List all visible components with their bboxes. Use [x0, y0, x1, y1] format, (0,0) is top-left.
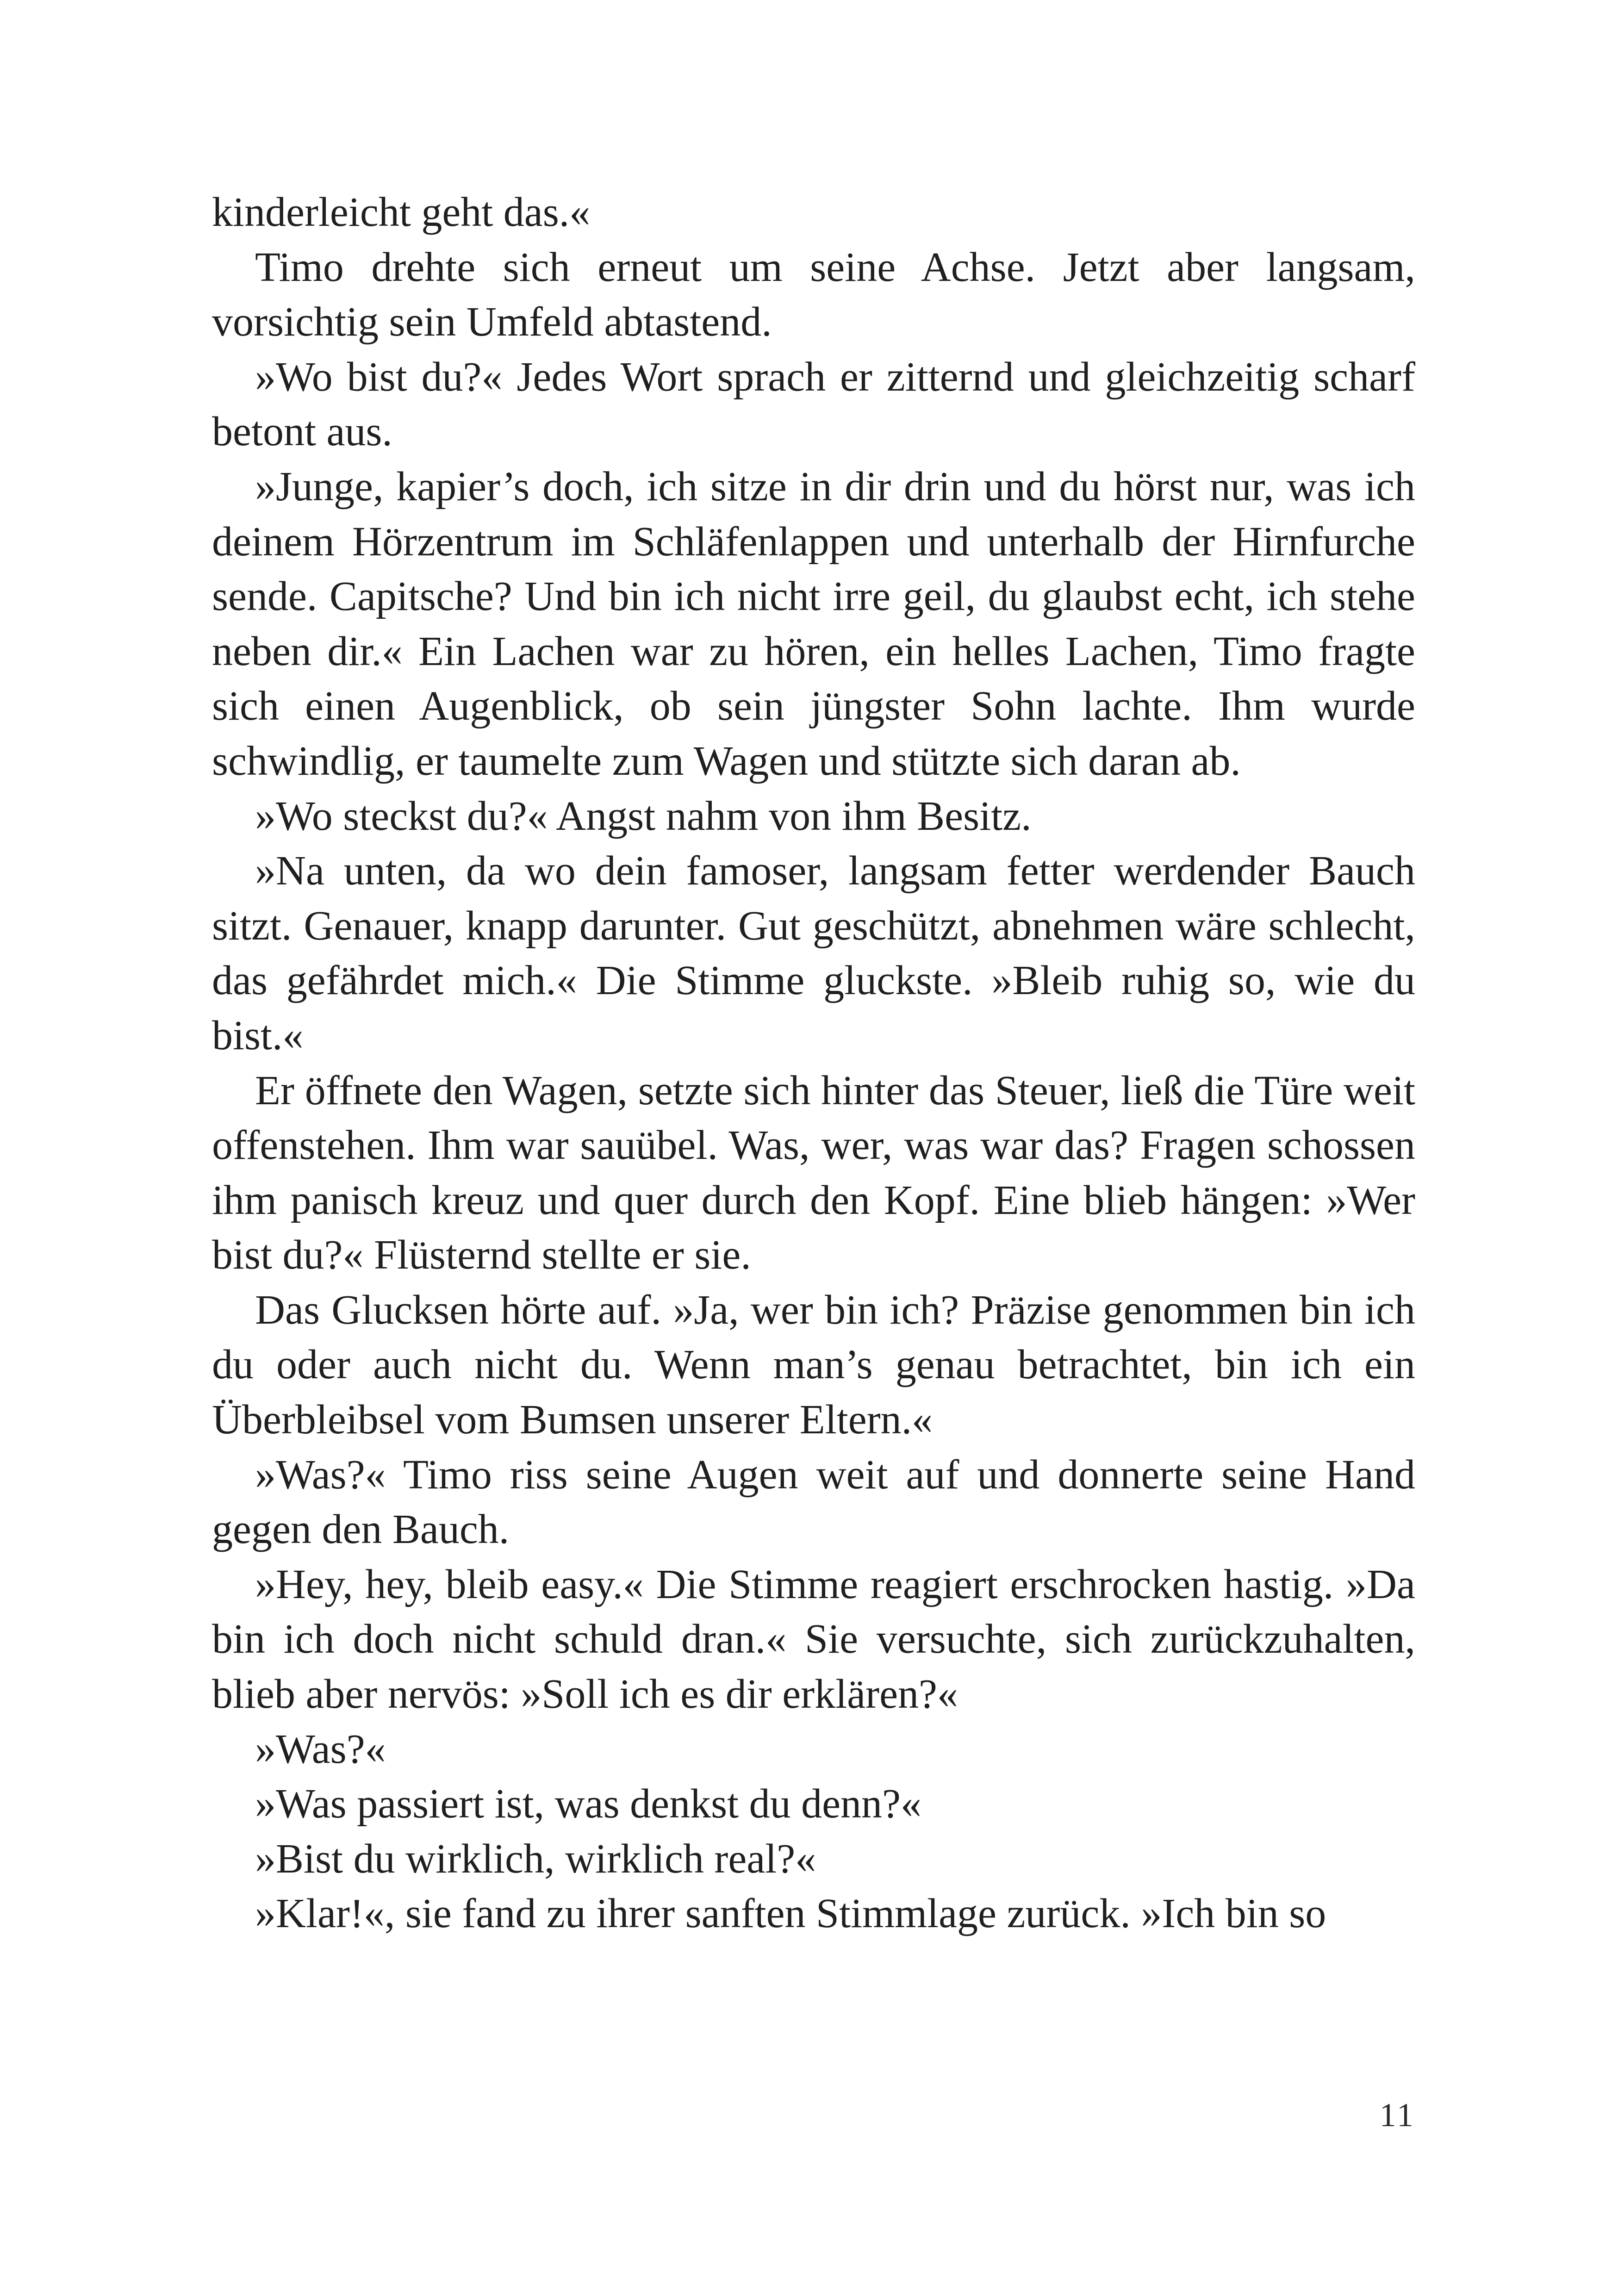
paragraph: »Wo steckst du?« Angst nahm von ihm Besitz.	[255, 793, 1032, 839]
paragraph: »Bist du wirklich, wirklich real?«	[255, 1836, 816, 1882]
paragraph: Timo drehte sich erneut um seine Achse. Jetzt aber langsam, vorsichtig sein Umfeld abtastend.	[212, 244, 1415, 345]
paragraph: »Was?«	[255, 1726, 386, 1772]
paragraph: »Hey, hey, bleib easy.« Die Stimme reagiert erschrocken hastig. »Da bin ich doch nicht schuld dran.« Sie versuchte, sich zurückzuhalten, blieb aber nervös: »Soll ich es dir erklären?«	[212, 1561, 1415, 1717]
paragraph: »Klar!«, sie fand zu ihrer sanften Stimmlage zurück. »Ich bin so	[255, 1891, 1326, 1937]
paragraph-continuation: kinderleicht geht das.«	[212, 189, 591, 235]
paragraph: Er öffnete den Wagen, setzte sich hinter das Steuer, ließ die Türe weit offenstehen. Ihm war sauübel. Was, wer, was war das? Fragen schossen ihm panisch kreuz und quer durch den Kopf. Eine blieb hängen: »Wer bist du?« Flüsternd stellte er sie.	[212, 1067, 1415, 1278]
body-text	[212, 185, 1415, 1941]
paragraph: »Junge, kapier’s doch, ich sitze in dir drin und du hörst nur, was ich deinem Hörzentrum im Schläfenlappen und unterhalb der Hirnfurche sende. Capitsche? Und bin ich nicht irre geil, du glaubst echt, ich stehe neben dir.« Ein Lachen war zu hören, ein helles Lachen, Timo fragte sich einen Augenblick, ob sein jüngster Sohn lachte. Ihm wurde schwindlig, er taumelte zum Wagen und stützte sich daran ab.	[212, 463, 1415, 784]
paragraph: »Wo bist du?« Jedes Wort sprach er zitternd und gleichzeitig scharf betont aus.	[212, 354, 1415, 455]
paragraph: Das Glucksen hörte auf. »Ja, wer bin ich? Präzise genommen bin ich du oder auch nicht du. Wenn man’s genau betrachtet, bin ich ein Überbleibsel vom Bumsen unserer Eltern.«	[212, 1287, 1415, 1443]
paragraph: »Was passiert ist, was denkst du denn?«	[255, 1781, 921, 1827]
paragraph: »Was?« Timo riss seine Augen weit auf und donnerte seine Hand gegen den Bauch.	[212, 1451, 1415, 1553]
page-number: 11	[1379, 2097, 1415, 2134]
paragraph: »Na unten, da wo dein famoser, langsam fetter werdender Bauch sitzt. Genauer, knapp darunter. Gut geschützt, abnehmen wäre schlecht, das gefährdet mich.« Die Stimme gluckste. »Bleib ruhig so, wie du bist.«	[212, 848, 1415, 1058]
